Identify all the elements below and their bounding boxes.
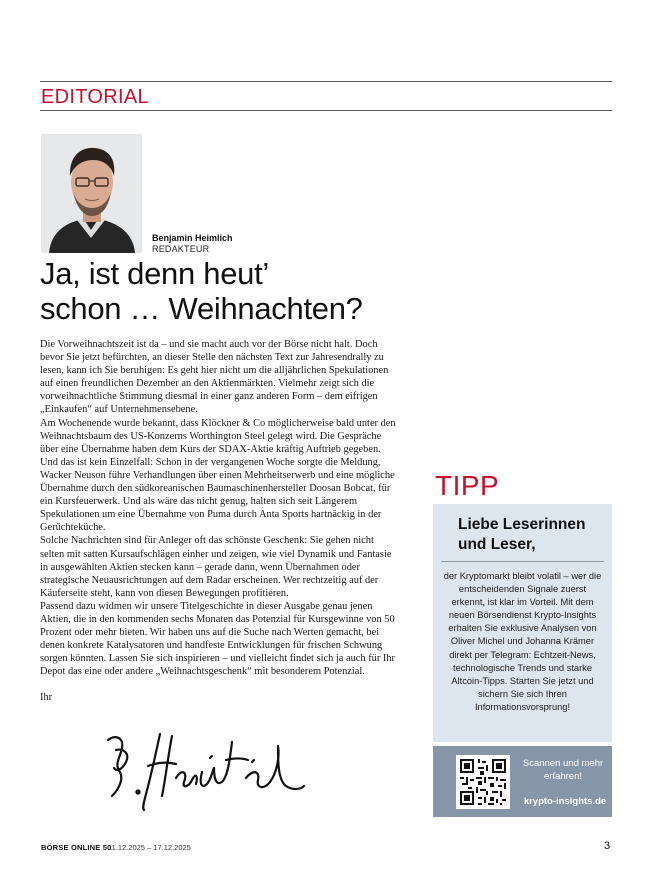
author-photo <box>41 134 142 253</box>
body-paragraph: Die Vorweihnachtszeit ist da – und sie macht auch vor der Börse nicht halt. Doch bevor Sie jetzt befürchten, an dieser Stelle den nächsten Text zur Jahresendrally zu lesen, kann ich Sie beruhigen: Es geht hier nicht um die alljährlichen Spekulationen auf einen freundlichen Dezember an den Aktienmärkten. Vielmehr zeigt sich die vorweihnachtliche Stimmung diesmal in einer ganz anderen Form – dem eifrigen „Einkaufen“ auf Unternehmensebene. <box>40 339 389 416</box>
section-rule <box>40 110 612 111</box>
tip-divider <box>441 561 604 562</box>
cta-text: Scannen und mehr erfahren! <box>522 758 604 782</box>
cta-link[interactable]: krypto-insights.de <box>523 796 607 807</box>
tip-body: der Kryptomarkt bleibt volatil – wer die entscheidenden Signale zuerst erkennt, ist klar im Vorteil. Mit dem neuen Börsendienst Krypto-Insights erhalten Sie exklusive Analysen von Oliver Michel und Johanna Krämer direkt per Telegram: Echtzeit-News, technologische Trends und starke Altcoin-Tipps. Starten Sie jetzt und sichern Sie sich Ihren Informationsvorsprung! <box>443 571 602 712</box>
author-portrait-icon <box>41 134 142 253</box>
footer-date: 11.12.2025 – 17.12.2025 <box>108 843 191 852</box>
article-body <box>40 338 400 705</box>
tip-label: TIPP <box>435 470 500 501</box>
body-paragraph: Solche Nachrichten sind für Anleger oft das schönste Geschenk: Sie gehen nicht selten mit satten Kursaufschlägen einher und zeigen, wie viel Dynamik und Fantasie in ausgewählten Aktien stecken kann – gerade dann, wenn Übernahmen oder strategische Neuausrichtungen auf dem Radar erscheinen. Wer rechtzeitig auf der Käuferseite steht, kann von diesen Bewegungen profitieren. <box>40 535 392 599</box>
page-number: 3 <box>604 840 611 852</box>
tip-title: Liebe Leserinnen und Leser, <box>458 516 586 553</box>
top-rule <box>40 81 612 82</box>
sign-off: Ihr <box>40 692 53 704</box>
section-label: EDITORIAL <box>41 86 149 108</box>
author-role: REDAKTEUR <box>152 244 210 254</box>
body-paragraph: Passend dazu widmen wir unsere Titelgeschichte in dieser Ausgabe genau jenen Aktien, die in den kommenden sechs Monaten das Potenzial für Kursgewinne von 50 Prozent oder mehr bieten. Wir haben uns auf die Suche nach Werten gemacht, bei denen konkrete Katalysatoren und handfeste Entwicklungen für frischen Schwung sorgen könnten. Lassen Sie sich inspirieren – und vielleicht findet sich ja auch für Ihr Depot das eine oder andere „Weihnachtsgeschenk“ mit besonderem Potenzial. <box>40 600 396 678</box>
footer-brand: BÖRSE ONLINE 50 <box>41 843 112 852</box>
headline-line-1: Ja, ist denn heut’ <box>40 256 269 291</box>
headline-line-2: schon … Weihnachten? <box>40 291 363 326</box>
author-name: Benjamin Heimlich <box>152 233 233 243</box>
signature-icon <box>102 728 307 814</box>
headline <box>40 256 420 326</box>
qr-code-icon[interactable] <box>456 755 510 809</box>
body-paragraph: Am Wochenende wurde bekannt, dass Klöckner & Co möglicherweise bald unter den Weihnachtsbaum des US-Konzerns Worthington Steel gelegt wird. Die Gespräche über eine Übernahme haben dem Kurs der SDAX-Aktie kräftig Auftrieb gegeben. Und das ist kein Einzelfall: Schon in der vergangenen Woche sorgte die Meldung, Wacker Neuson führe Verhandlungen über einen Mehrheitserwerb und eine mögliche Übernahme durch den südkoreanischen Baumaschinenhersteller Doosan Bobcat, für ein Kursfeuerwerk. Und als wäre das nicht genug, halten sich seit Längerem Spekulationen um eine Übernahme von Puma durch Anta Sports hartnäckig in der Gerüchteküche. <box>40 417 396 534</box>
